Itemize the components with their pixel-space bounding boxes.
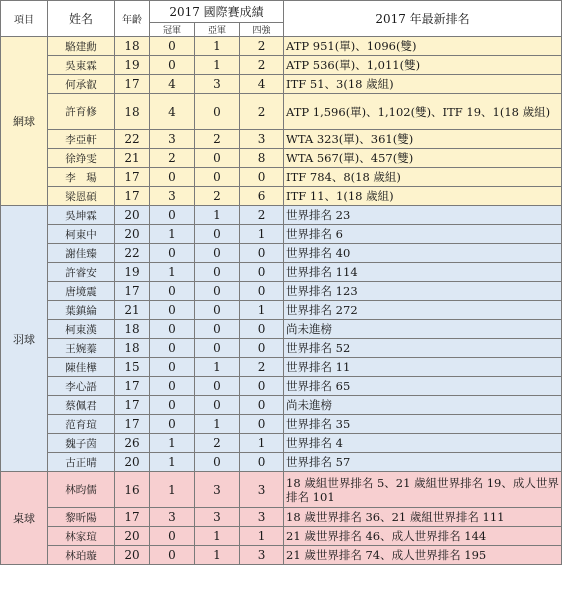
ranking-cell: ITF 11、1(18 歲組): [284, 187, 562, 206]
silver-count-cell: 0: [195, 339, 240, 358]
gold-count-cell: 0: [150, 282, 195, 301]
silver-count-cell: 0: [195, 396, 240, 415]
ranking-cell: 世界排名 23: [284, 206, 562, 225]
gold-count-cell: 1: [150, 472, 195, 508]
athlete-name-cell: 林家瑄: [48, 527, 115, 546]
semis-count-cell: 3: [240, 546, 284, 565]
athlete-name-cell: 徐竫雯: [48, 149, 115, 168]
silver-count-cell: 1: [195, 37, 240, 56]
age-cell: 18: [115, 94, 150, 130]
ranking-cell: 世界排名 40: [284, 244, 562, 263]
ranking-cell: 世界排名 57: [284, 453, 562, 472]
age-cell: 22: [115, 244, 150, 263]
age-cell: 20: [115, 546, 150, 565]
age-cell: 17: [115, 508, 150, 527]
silver-count-cell: 2: [195, 434, 240, 453]
athlete-name-cell: 陳佳樺: [48, 358, 115, 377]
ranking-cell: 世界排名 4: [284, 434, 562, 453]
athlete-name-cell: 林昀儒: [48, 472, 115, 508]
table-row: [1, 187, 562, 206]
table-row: [1, 244, 562, 263]
semis-count-cell: 1: [240, 527, 284, 546]
gold-count-cell: 0: [150, 377, 195, 396]
age-cell: 17: [115, 187, 150, 206]
table-row: [1, 358, 562, 377]
silver-count-cell: 1: [195, 206, 240, 225]
age-cell: 20: [115, 453, 150, 472]
athlete-name-cell: 王婉蓁: [48, 339, 115, 358]
age-cell: 18: [115, 339, 150, 358]
age-cell: 18: [115, 320, 150, 339]
age-cell: 26: [115, 434, 150, 453]
silver-count-cell: 1: [195, 546, 240, 565]
age-cell: 15: [115, 358, 150, 377]
header-age: 年齡: [115, 1, 150, 37]
silver-count-cell: 3: [195, 75, 240, 94]
semis-count-cell: 0: [240, 415, 284, 434]
table-row: [1, 339, 562, 358]
gold-count-cell: 3: [150, 187, 195, 206]
silver-count-cell: 0: [195, 149, 240, 168]
silver-count-cell: 1: [195, 415, 240, 434]
ranking-cell: WTA 567(單)、457(雙): [284, 149, 562, 168]
ranking-cell: 世界排名 11: [284, 358, 562, 377]
athlete-name-cell: 許睿安: [48, 263, 115, 282]
table-row: [1, 396, 562, 415]
ranking-cell: WTA 323(單)、361(雙): [284, 130, 562, 149]
athlete-name-cell: 古正晴: [48, 453, 115, 472]
athlete-name-cell: 唐境震: [48, 282, 115, 301]
gold-count-cell: 1: [150, 225, 195, 244]
ranking-cell: 世界排名 65: [284, 377, 562, 396]
silver-count-cell: 1: [195, 527, 240, 546]
age-cell: 19: [115, 56, 150, 75]
table-row: [1, 472, 562, 508]
ranking-cell: 世界排名 6: [284, 225, 562, 244]
silver-count-cell: 0: [195, 377, 240, 396]
header-gold: 冠軍: [150, 23, 195, 37]
athlete-name-cell: 李心語: [48, 377, 115, 396]
table-row: [1, 149, 562, 168]
silver-count-cell: 0: [195, 94, 240, 130]
silver-count-cell: 0: [195, 320, 240, 339]
gold-count-cell: 0: [150, 168, 195, 187]
semis-count-cell: 3: [240, 130, 284, 149]
ranking-cell: 世界排名 35: [284, 415, 562, 434]
semis-count-cell: 2: [240, 358, 284, 377]
athlete-name-cell: 李亞軒: [48, 130, 115, 149]
athlete-name-cell: 駱建勳: [48, 37, 115, 56]
athlete-name-cell: 黎昕陽: [48, 508, 115, 527]
table-row: [1, 320, 562, 339]
gold-count-cell: 4: [150, 75, 195, 94]
ranking-cell: ATP 536(單)、1,011(雙): [284, 56, 562, 75]
gold-count-cell: 1: [150, 453, 195, 472]
athlete-name-cell: 柯東中: [48, 225, 115, 244]
age-cell: 17: [115, 415, 150, 434]
athlete-name-cell: 蔡佩君: [48, 396, 115, 415]
table-row: [1, 527, 562, 546]
athlete-name-cell: 范育瑄: [48, 415, 115, 434]
semis-count-cell: 2: [240, 56, 284, 75]
gold-count-cell: 0: [150, 415, 195, 434]
semis-count-cell: 1: [240, 434, 284, 453]
sport-cell: 網球: [1, 37, 48, 206]
gold-count-cell: 0: [150, 527, 195, 546]
ranking-cell: ATP 1,596(單)、1,102(雙)、ITF 19、1(18 歲組): [284, 94, 562, 130]
semis-count-cell: 6: [240, 187, 284, 206]
silver-count-cell: 0: [195, 263, 240, 282]
gold-count-cell: 0: [150, 37, 195, 56]
gold-count-cell: 0: [150, 206, 195, 225]
athlete-name-cell: 梁恩碩: [48, 187, 115, 206]
table-row: [1, 56, 562, 75]
semis-count-cell: 0: [240, 244, 284, 263]
silver-count-cell: 3: [195, 508, 240, 527]
semis-count-cell: 0: [240, 282, 284, 301]
gold-count-cell: 3: [150, 130, 195, 149]
table-row: [1, 130, 562, 149]
semis-count-cell: 2: [240, 37, 284, 56]
athlete-name-cell: 吳坤霖: [48, 206, 115, 225]
semis-count-cell: 8: [240, 149, 284, 168]
semis-count-cell: 2: [240, 206, 284, 225]
age-cell: 22: [115, 130, 150, 149]
table-row: [1, 301, 562, 320]
semis-count-cell: 0: [240, 168, 284, 187]
age-cell: 20: [115, 225, 150, 244]
ranking-cell: 尚未進榜: [284, 320, 562, 339]
age-cell: 17: [115, 282, 150, 301]
semis-count-cell: 0: [240, 339, 284, 358]
table-row: [1, 263, 562, 282]
header-ranking: 2017 年最新排名: [284, 1, 562, 37]
age-cell: 21: [115, 149, 150, 168]
gold-count-cell: 1: [150, 434, 195, 453]
gold-count-cell: 3: [150, 508, 195, 527]
age-cell: 18: [115, 37, 150, 56]
age-cell: 16: [115, 472, 150, 508]
ranking-cell: 18 歲世界排名 36、21 歲組世界排名 111: [284, 508, 562, 527]
semis-count-cell: 0: [240, 320, 284, 339]
semis-count-cell: 1: [240, 301, 284, 320]
ranking-cell: 世界排名 52: [284, 339, 562, 358]
semis-count-cell: 3: [240, 508, 284, 527]
gold-count-cell: 4: [150, 94, 195, 130]
semis-count-cell: 2: [240, 94, 284, 130]
semis-count-cell: 0: [240, 263, 284, 282]
ranking-cell: 世界排名 114: [284, 263, 562, 282]
table-row: [1, 75, 562, 94]
silver-count-cell: 0: [195, 453, 240, 472]
semis-count-cell: 3: [240, 472, 284, 508]
athlete-name-cell: 李 瑒: [48, 168, 115, 187]
semis-count-cell: 0: [240, 453, 284, 472]
age-cell: 20: [115, 206, 150, 225]
athlete-name-cell: 柯東漢: [48, 320, 115, 339]
header-intl-results: 2017 國際賽成績: [150, 1, 284, 23]
sport-cell: 羽球: [1, 206, 48, 472]
age-cell: 17: [115, 377, 150, 396]
athlete-name-cell: 何承叡: [48, 75, 115, 94]
gold-count-cell: 0: [150, 320, 195, 339]
silver-count-cell: 2: [195, 130, 240, 149]
header-name: 姓名: [48, 1, 115, 37]
table-row: [1, 415, 562, 434]
age-cell: 20: [115, 527, 150, 546]
table-row: [1, 94, 562, 130]
age-cell: 21: [115, 301, 150, 320]
table-row: [1, 168, 562, 187]
athlete-name-cell: 葉鎮綸: [48, 301, 115, 320]
gold-count-cell: 0: [150, 56, 195, 75]
gold-count-cell: 0: [150, 244, 195, 263]
silver-count-cell: 0: [195, 301, 240, 320]
table-row: [1, 453, 562, 472]
ranking-cell: 尚未進榜: [284, 396, 562, 415]
semis-count-cell: 1: [240, 225, 284, 244]
table-row: [1, 546, 562, 565]
athlete-name-cell: 魏子茵: [48, 434, 115, 453]
age-cell: 19: [115, 263, 150, 282]
gold-count-cell: 1: [150, 263, 195, 282]
ranking-cell: ITF 51、3(18 歲組): [284, 75, 562, 94]
athlete-name-cell: 吳東霖: [48, 56, 115, 75]
table-row: [1, 508, 562, 527]
silver-count-cell: 0: [195, 282, 240, 301]
header-silver: 亞軍: [195, 23, 240, 37]
table-row: [1, 434, 562, 453]
table-row: [1, 282, 562, 301]
table-row: [1, 225, 562, 244]
silver-count-cell: 0: [195, 168, 240, 187]
semis-count-cell: 0: [240, 377, 284, 396]
ranking-cell: 世界排名 272: [284, 301, 562, 320]
header-semis: 四強: [240, 23, 284, 37]
ranking-cell: ATP 951(單)、1096(雙): [284, 37, 562, 56]
ranking-cell: ITF 784、8(18 歲組): [284, 168, 562, 187]
athlete-name-cell: 謝佳臻: [48, 244, 115, 263]
gold-count-cell: 2: [150, 149, 195, 168]
table-row: [1, 37, 562, 56]
silver-count-cell: 0: [195, 244, 240, 263]
ranking-cell: 21 歲世界排名 74、成人世界排名 195: [284, 546, 562, 565]
athlete-name-cell: 林珀璇: [48, 546, 115, 565]
ranking-cell: 世界排名 123: [284, 282, 562, 301]
ranking-cell: 18 歲組世界排名 5、21 歲組世界排名 19、成人世界排名 101: [284, 472, 562, 508]
silver-count-cell: 3: [195, 472, 240, 508]
semis-count-cell: 4: [240, 75, 284, 94]
sport-cell: 桌球: [1, 472, 48, 565]
gold-count-cell: 0: [150, 546, 195, 565]
table-row: [1, 377, 562, 396]
ranking-cell: 21 歲世界排名 46、成人世界排名 144: [284, 527, 562, 546]
athlete-name-cell: 許育修: [48, 94, 115, 130]
gold-count-cell: 0: [150, 301, 195, 320]
age-cell: 17: [115, 168, 150, 187]
silver-count-cell: 1: [195, 358, 240, 377]
silver-count-cell: 0: [195, 225, 240, 244]
table-row: [1, 206, 562, 225]
silver-count-cell: 1: [195, 56, 240, 75]
silver-count-cell: 2: [195, 187, 240, 206]
gold-count-cell: 0: [150, 339, 195, 358]
semis-count-cell: 0: [240, 396, 284, 415]
gold-count-cell: 0: [150, 396, 195, 415]
age-cell: 17: [115, 75, 150, 94]
header-sport: 項目: [1, 1, 48, 37]
gold-count-cell: 0: [150, 358, 195, 377]
age-cell: 17: [115, 396, 150, 415]
